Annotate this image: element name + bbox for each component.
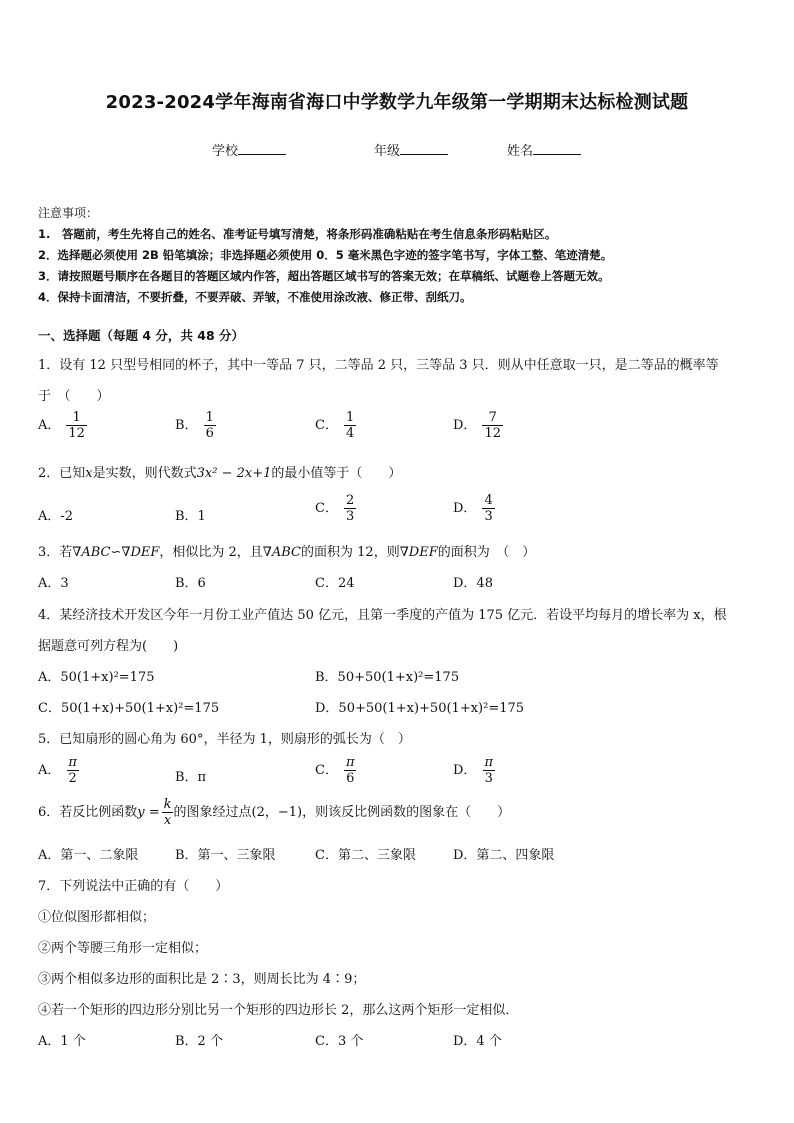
q7-option-b: B．2 个 — [175, 1034, 223, 1049]
note-item: 1. 答题前，考生先将自己的姓名、准考证号填写清楚，将条形码准确粘贴在考生信息条形码粘贴区。 — [38, 227, 557, 241]
page-title: 2023-2024学年海南省海口中学数学九年级第一学期期末达标检测试题 — [105, 92, 689, 113]
question-5: 5．已知扇形的圆心角为 60°，半径为 1，则扇形的弧长为（ ） — [38, 732, 411, 747]
grade-field — [374, 140, 448, 159]
q7-statement-4: ④若一个矩形的四边形分别比另一个矩形的四边形长 2，那么这两个矩形一定相似． — [38, 1003, 519, 1018]
q6-option-d: D．第二、四象限 — [453, 848, 555, 863]
question-3: 3．若∇ABC∽∇DEF，相似比为 2，且∇ABC的面积为 12，则∇DEF的面积为 （ ） — [38, 545, 536, 560]
q5-option-b: B．π — [175, 770, 207, 785]
note-item: 2．选择题必须使用 2B 铅笔填涂；非选择题必须使用 0．5 毫米黑色字迹的签字笔书写，字体工整、笔迹清楚。 — [38, 248, 613, 262]
note-item: 4．保持卡面清洁，不要折叠，不要弄破、弄皱，不准使用涂改液、修正带、刮纸刀。 — [38, 290, 472, 304]
question-4-line1: 4．某经济技术开发区今年一月份工业产值达 50 亿元，且第一季度的产值为 175 亿元．若设平均每月的增长率为 x，根 — [38, 608, 727, 623]
q2-option-d: D． $\frac{4}{3}$ — [453, 493, 493, 524]
question-1-line1: 1．设有 12 只型号相同的杯子，其中一等品 7 只，二等品 2 只，三等品 3 只．则从中任意取一只，是二等品的概率等 — [38, 358, 719, 373]
question-7: 7．下列说法中正确的有（ ） — [38, 879, 229, 894]
q7-statement-1: ①位似图形都相似； — [38, 910, 156, 925]
q5-option-a: A． $\frac{\pi}{2}$ — [38, 755, 77, 786]
question-4-line2: 据题意可列方程为( ) — [38, 639, 179, 654]
q2-option-b: B．1 — [175, 509, 206, 524]
q7-option-a: A．1 个 — [38, 1034, 86, 1049]
q2-option-c: C． $\frac{2}{3}$ — [315, 493, 355, 524]
name-label: 姓名 — [507, 144, 534, 159]
notes-heading: 注意事项： — [38, 206, 99, 220]
name-blank — [533, 142, 581, 155]
q5-option-c: C． $\frac{\pi}{6}$ — [315, 755, 355, 786]
question-2: 2．已知x是实数，则代数式3x² − 2x+1的最小值等于（ ） — [38, 466, 402, 481]
q7-option-d: D．4 个 — [453, 1034, 502, 1049]
notes-block — [38, 203, 612, 308]
grade-label: 年级 — [374, 144, 401, 159]
q1-option-a: A． $\frac{1}{12}$ — [38, 410, 85, 441]
q6-option-c: C．第二、三象限 — [315, 848, 416, 863]
q3-option-c: C．24 — [315, 576, 355, 591]
q7-statement-2: ②两个等腰三角形一定相似； — [38, 941, 208, 956]
name-field — [507, 140, 581, 159]
question-1-line2: 于 （ ） — [38, 389, 110, 404]
q2-option-a: A．-2 — [38, 509, 74, 524]
q7-statement-3: ③两个相似多边形的面积比是 2∶3，则周长比为 4∶9； — [38, 972, 366, 987]
q3-option-b: B．6 — [175, 576, 206, 591]
q1-option-b: B． $\frac{1}{6}$ — [175, 410, 214, 441]
q3-option-a: A．3 — [38, 576, 69, 591]
q6-option-b: B．第一、三象限 — [175, 848, 276, 863]
q7-option-c: C．3 个 — [315, 1034, 364, 1049]
q1-option-c: C． $\frac{1}{4}$ — [315, 410, 355, 441]
q4-option-d: D．50+50(1+x)+50(1+x)²=175 — [315, 701, 525, 716]
grade-blank — [400, 142, 448, 155]
section-heading: 一、选择题（每题 4 分，共 48 分） — [38, 328, 245, 343]
q4-option-a: A．50(1+x)²=175 — [38, 670, 155, 685]
q6-option-a: A．第一、二象限 — [38, 848, 139, 863]
q4-option-b: B．50+50(1+x)²=175 — [315, 670, 460, 685]
q4-option-c: C．50(1+x)+50(1+x)²=175 — [38, 701, 220, 716]
school-blank — [238, 142, 286, 155]
q5-option-d: D． $\frac{\pi}{3}$ — [453, 755, 493, 786]
school-field — [212, 140, 286, 159]
school-label: 学校 — [212, 144, 239, 159]
question-6: 6．若反比例函数y = $\frac{k}{x}$ 的图象经过点(2，−1)，则该反比例函数的图象在（ ） — [38, 797, 511, 828]
q1-option-d: D． $\frac{7}{12}$ — [453, 410, 501, 441]
note-item: 3．请按照题号顺序在各题目的答题区域内作答，超出答题区域书写的答案无效；在草稿纸、试题卷上答题无效。 — [38, 269, 610, 283]
q3-option-d: D．48 — [453, 576, 493, 591]
